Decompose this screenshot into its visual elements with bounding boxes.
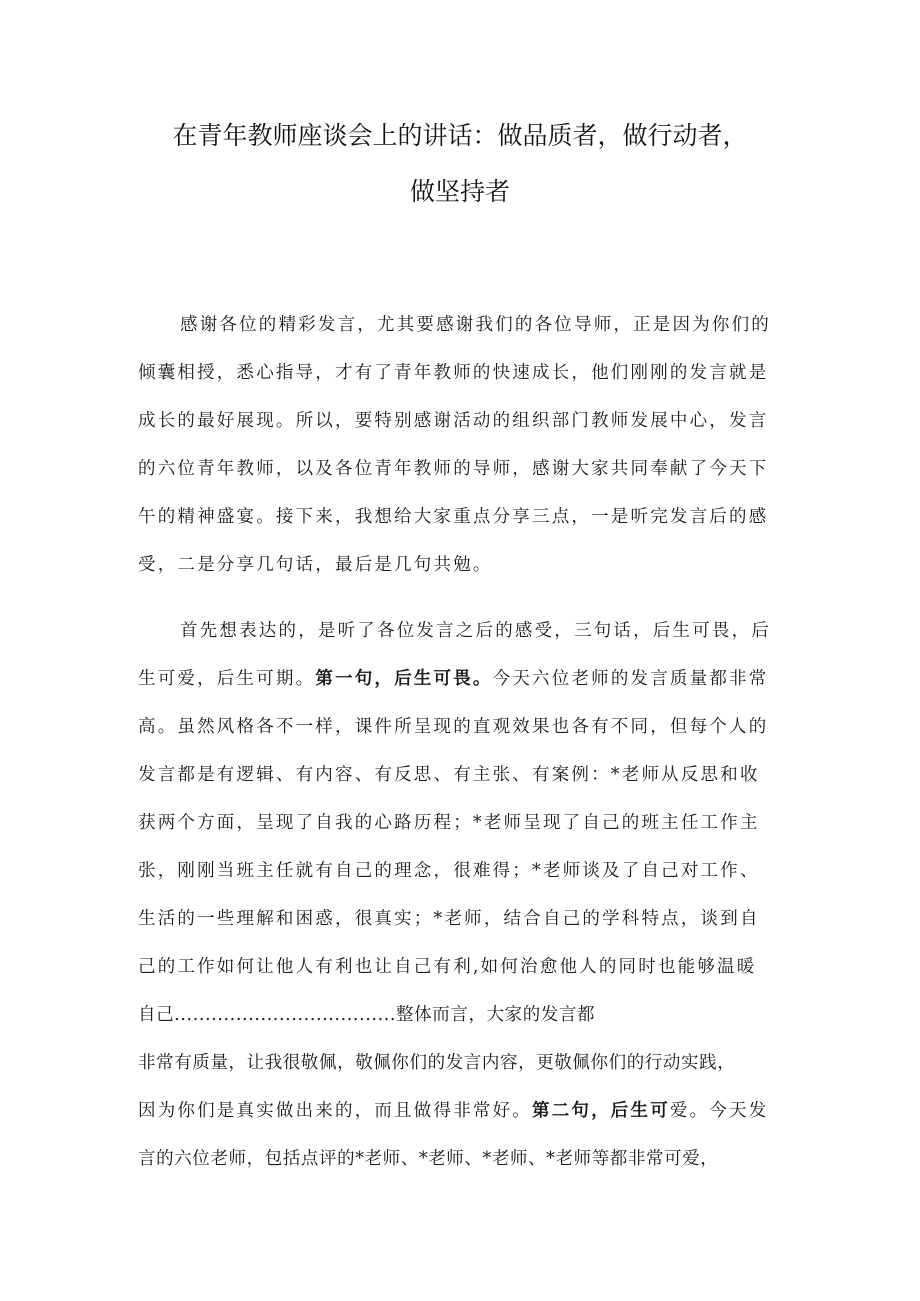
paragraph-line: 获两个方面，呈现了自我的心路历程；*老师呈现了自己的班主任工作主	[138, 813, 760, 833]
paragraph-line: 受，二是分享几句话，最后是几句共勉。	[138, 555, 493, 575]
document-title-line-2: 做坚持者	[409, 177, 510, 206]
paragraph-line: 成长的最好展现。所以，要特别感谢活动的组织部门教师发展中心，发言	[138, 411, 769, 431]
paragraph-line: 言的六位老师，包括点评的*老师、*老师、*老师、*老师等都非常可爱，	[138, 1149, 719, 1169]
text-run: 生可爱，后生可期。	[138, 669, 316, 689]
paragraph-line: 午的精神盛宴。接下来，我想给大家重点分享三点，一是听完发言后的感	[138, 507, 769, 527]
paragraph-line: 非常有质量，让我很敬佩，敬佩你们的发言内容，更敬佩你们的行动实践，	[138, 1053, 736, 1073]
paragraph-line: 倾囊相授，悉心指导，才有了青年教师的快速成长，他们刚刚的发言就是	[138, 363, 769, 383]
paragraph-line	[138, 1096, 768, 1126]
paragraph-line: 高。虽然风格各不一样，课件所呈现的直观效果也各有不同，但每个人的	[138, 717, 769, 737]
document-title-line-1: 在青年教师座谈会上的讲话：做品质者，做行动者，	[172, 121, 748, 150]
text-run: 因为你们是真实做出来的，而且做得非常好。	[138, 1101, 532, 1121]
paragraph-line: 首先想表达的，是听了各位发言之后的感受，三句话，后生可畏，后	[180, 621, 771, 641]
paragraph-line: 张，刚刚当班主任就有自己的理念，很难得；*老师谈及了自己对工作、	[138, 861, 760, 881]
paragraph-line: 感谢各位的精彩发言，尤其要感谢我们的各位导师，正是因为你们的	[180, 315, 771, 335]
paragraph-line: 发言都是有逻辑、有内容、有反思、有主张、有案例：*老师从反思和收	[138, 765, 760, 785]
paragraph-line: 自己....................................整体而言，大家的发言都	[138, 1005, 596, 1025]
bold-heading-first-sentence: 第一句，后生可畏。	[315, 669, 493, 689]
paragraph-line: 生活的一些理解和困惑，很真实；*老师，结合自己的学科特点，谈到自	[138, 909, 760, 929]
text-run: 今天六位老师的发言质量都非常	[492, 669, 769, 689]
text-run: 爱。今天发	[669, 1101, 769, 1121]
paragraph-line: 己的工作如何让他人有利也让自己有利,如何治愈他人的同时也能够温暖	[138, 957, 757, 977]
bold-heading-second-sentence: 第二句，后生可	[532, 1101, 670, 1121]
paragraph-line: 的六位青年教师，以及各位青年教师的导师，感谢大家共同奉献了今天下	[138, 459, 769, 479]
paragraph-line	[138, 664, 768, 694]
